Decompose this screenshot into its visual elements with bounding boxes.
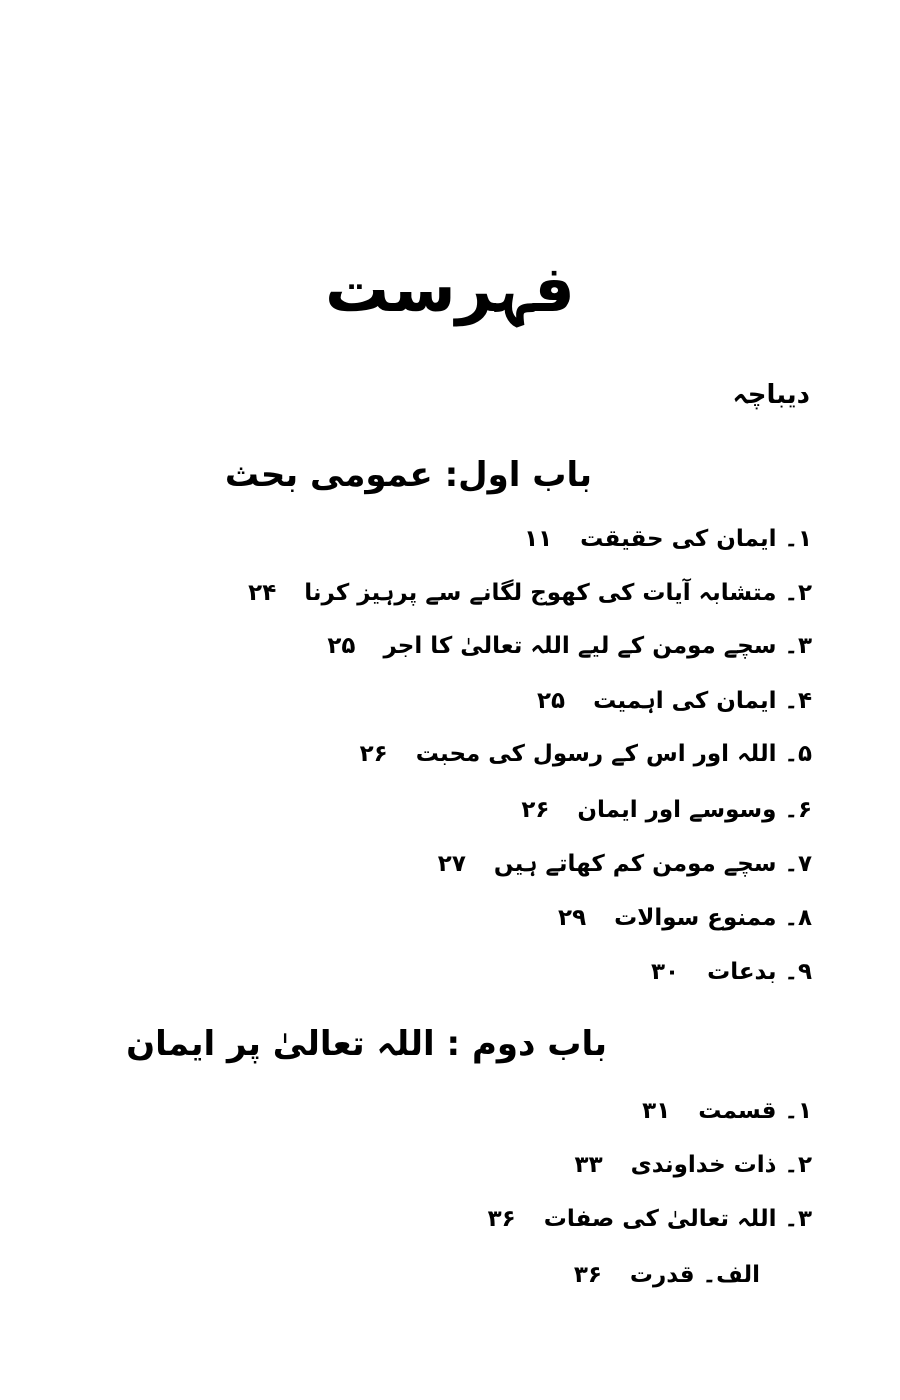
toc-entry [558, 905, 812, 931]
toc-entry-label: ۵۔ اللہ اور اس کے رسول کی محبت [415, 741, 812, 767]
toc-entry [651, 959, 812, 985]
toc-entry [360, 741, 812, 767]
toc-entry-label: ۶۔ وسوسے اور ایمان [577, 797, 812, 823]
toc-entry-page: ۳۰ [651, 959, 680, 985]
toc-entry-page: ۲۶ [359, 741, 388, 767]
toc-entry-label: ۴۔ ایمان کی اہمیت [593, 688, 812, 714]
page-title: فہرست [325, 253, 575, 327]
toc-entry-page: ۲۹ [558, 905, 587, 931]
toc-entry-page: ۳۳ [574, 1152, 603, 1178]
toc-entry-label: ۹۔ بدعات [707, 959, 812, 985]
chapter-2-heading: باب دوم : اللہ تعالیٰ پر ایمان [126, 1024, 607, 1064]
toc-entry-page: ۱۱ [524, 526, 553, 552]
toc-entry [642, 1098, 812, 1124]
toc-entry-page: ۲۵ [537, 688, 566, 714]
toc-entry-label: ۱۔ قسمت [698, 1098, 812, 1124]
toc-entry-page: ۳۶ [487, 1206, 516, 1232]
toc-entry-page: ۲۵ [327, 633, 356, 659]
toc-entry-page: ۲۷ [437, 851, 466, 877]
preface-entry: دیباچہ [732, 380, 810, 410]
toc-entry [488, 1206, 812, 1232]
toc-entry-page: ۳۶ [573, 1262, 602, 1288]
toc-entry-label: ۷۔ سچے مومن کم کھاتے ہیں [493, 851, 812, 877]
toc-subentry [574, 1262, 760, 1288]
toc-entry-page: ۳۱ [642, 1098, 671, 1124]
toc-entry-label: ۱۔ ایمان کی حقیقت [580, 526, 812, 552]
toc-entry-label: ۲۔ ذات خداوندی [630, 1152, 812, 1178]
toc-entry [248, 580, 812, 606]
toc-entry [327, 633, 812, 659]
toc-entry [575, 1152, 812, 1178]
toc-entry [438, 851, 812, 877]
toc-entry-label: ۲۔ متشابہ آیات کی کھوج لگانے سے پرہیز کرنا [304, 580, 812, 606]
toc-entry-label: ۸۔ ممنوع سوالات [614, 905, 812, 931]
toc-entry-label: ۳۔ سچے مومن کے لیے اللہ تعالیٰ کا اجر [383, 633, 812, 659]
toc-entry-label: الف۔ قدرت [629, 1262, 760, 1288]
toc-entry [537, 688, 812, 714]
chapter-1-heading: باب اول: عمومی بحث [224, 455, 592, 495]
toc-entry [521, 797, 812, 823]
toc-entry [524, 526, 812, 552]
toc-entry-page: ۲۴ [248, 580, 277, 606]
toc-entry-label: ۳۔ اللہ تعالیٰ کی صفات [543, 1206, 812, 1232]
toc-entry-page: ۲۶ [521, 797, 550, 823]
